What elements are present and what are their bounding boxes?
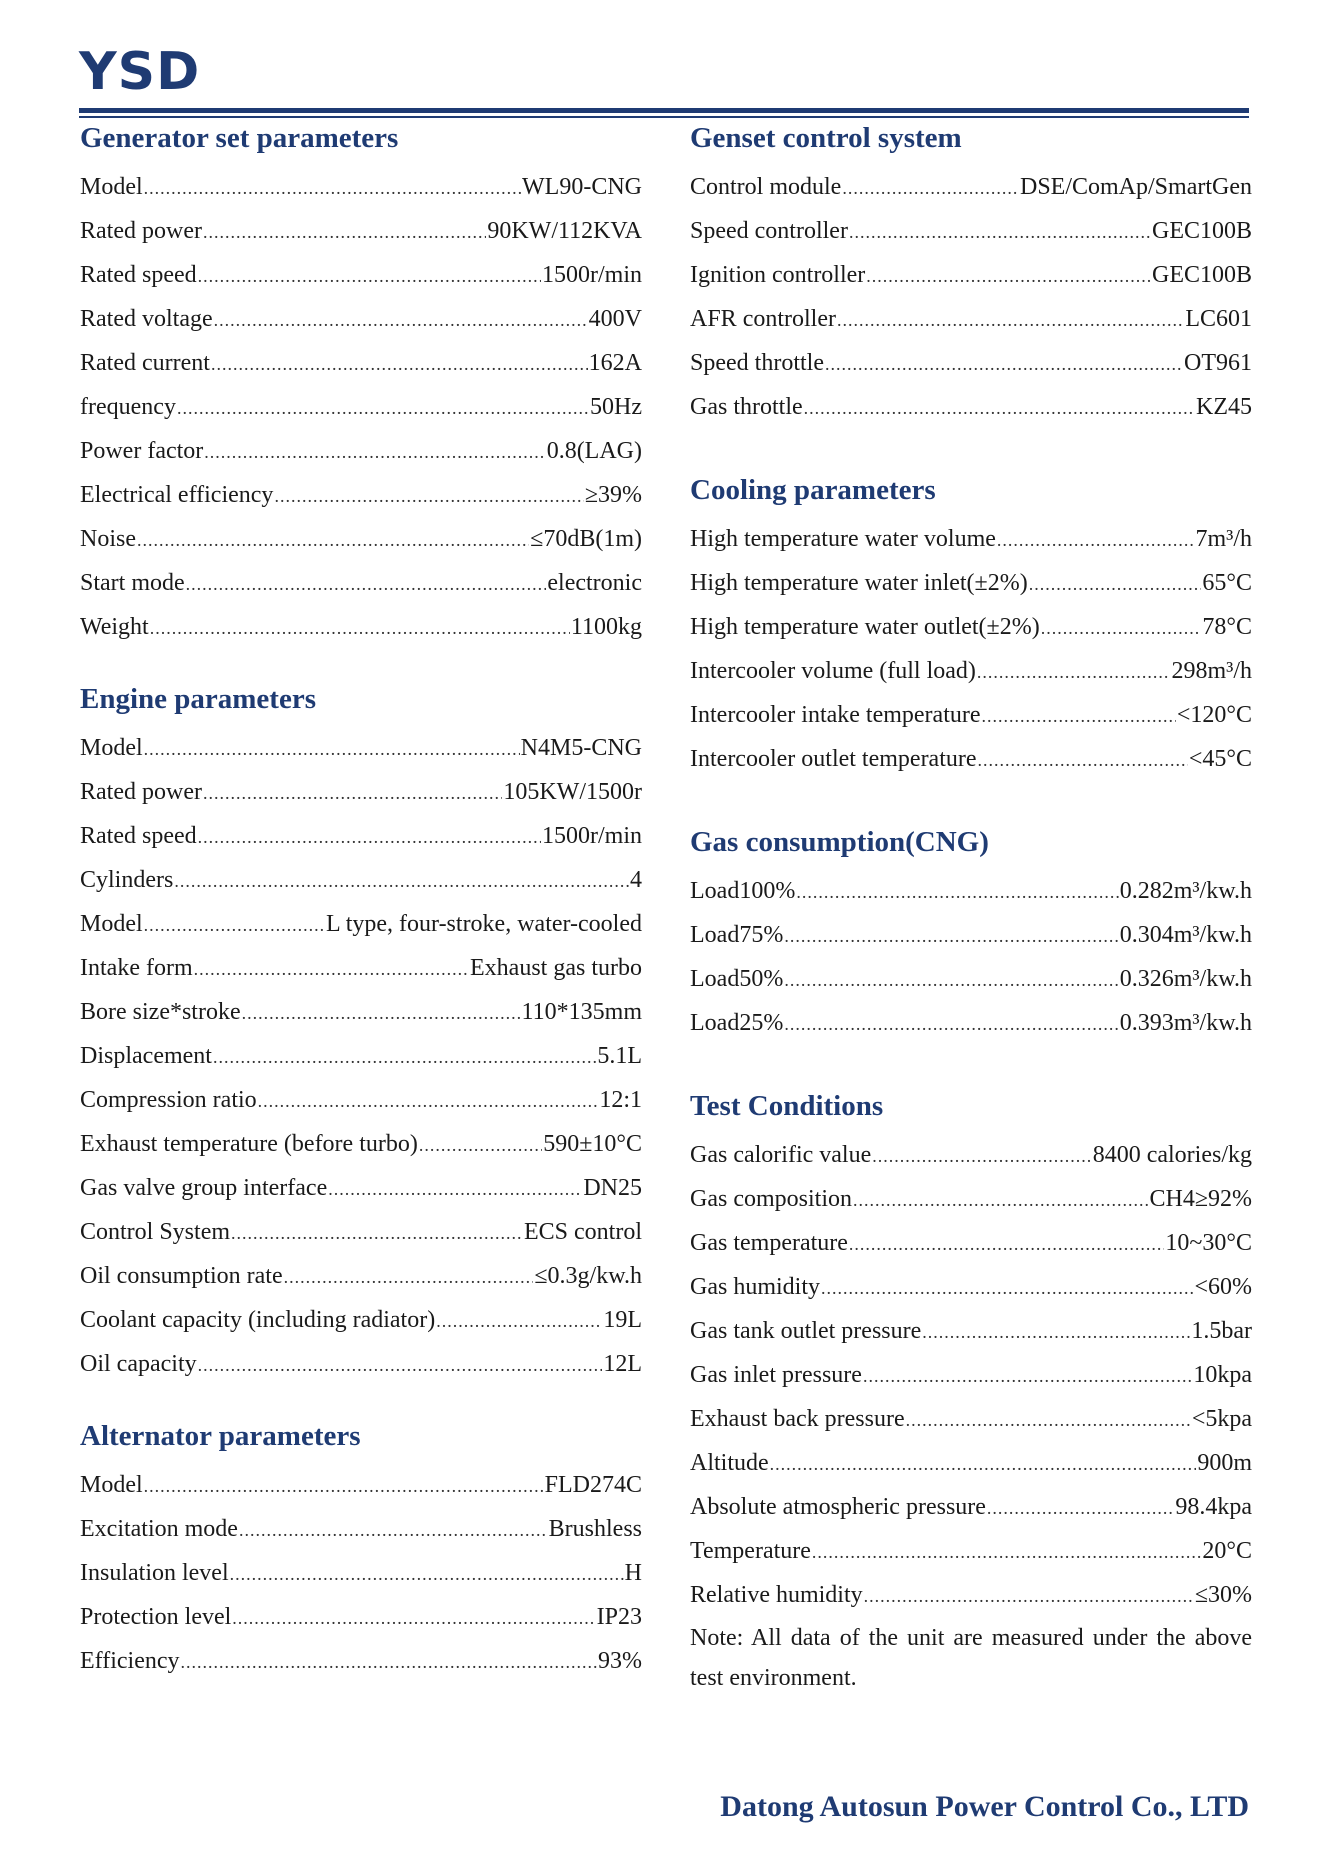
param-row: [80, 1255, 642, 1299]
param-value: <120°C: [1176, 702, 1252, 728]
param-row: [80, 1211, 642, 1255]
param-row: [690, 1002, 1252, 1046]
dot-leader: [150, 607, 570, 650]
param-row: [690, 738, 1252, 782]
param-row: [690, 1266, 1252, 1310]
param-label: Gas composition: [690, 1186, 852, 1212]
param-value: 78°C: [1202, 614, 1252, 640]
param-row: [690, 210, 1252, 254]
param-row: [690, 650, 1252, 694]
param-row: [80, 606, 642, 650]
dot-leader: [977, 651, 1171, 694]
param-label: Temperature: [690, 1538, 811, 1564]
dot-leader: [231, 1212, 523, 1255]
param-label: Ignition controller: [690, 262, 866, 288]
param-row: [690, 1134, 1252, 1178]
param-label: Noise: [80, 526, 136, 552]
param-value: 93%: [598, 1648, 642, 1674]
param-value: 12:1: [599, 1087, 642, 1113]
param-value: 1500r/min: [542, 823, 642, 849]
dot-leader: [784, 959, 1118, 1002]
dot-leader: [211, 343, 588, 386]
dot-leader: [204, 431, 545, 474]
param-row: [80, 1299, 642, 1343]
section-title: Generator set parameters: [80, 122, 399, 154]
param-label: Intercooler intake temperature: [690, 702, 981, 728]
param-label: Bore size*stroke: [80, 999, 241, 1025]
param-row: [80, 166, 642, 210]
test-note: Note: All data of the unit are measured under the above test environment.: [690, 1625, 1252, 1691]
param-row: [80, 859, 642, 903]
dot-leader: [214, 299, 588, 342]
param-value: Brushless: [548, 1516, 642, 1542]
param-label: Speed controller: [690, 218, 848, 244]
param-label: Model: [80, 174, 143, 200]
param-label: Oil capacity: [80, 1351, 197, 1377]
dot-leader: [872, 1135, 1091, 1178]
param-label: Intercooler volume (full load): [690, 658, 976, 684]
dot-leader: [863, 1355, 1192, 1398]
dot-leader: [419, 1124, 542, 1167]
param-label: Rated power: [80, 779, 202, 805]
param-value: 90KW/112KVA: [487, 218, 642, 244]
param-row: [690, 1486, 1252, 1530]
param-row: [80, 1343, 642, 1387]
param-label: Rated speed: [80, 823, 197, 849]
param-value: L type, four-stroke, water-cooled: [325, 911, 642, 937]
dot-leader: [274, 475, 583, 518]
param-value: 65°C: [1202, 570, 1252, 596]
param-value: <60%: [1194, 1274, 1252, 1300]
param-value: 10~30°C: [1165, 1230, 1252, 1256]
section-title: Genset control system: [690, 122, 962, 154]
param-label: Gas inlet pressure: [690, 1362, 862, 1388]
param-row: [80, 1640, 642, 1684]
dot-leader: [864, 1575, 1194, 1618]
param-row: [80, 342, 642, 386]
param-row: [80, 1035, 642, 1079]
param-label: Rated current: [80, 350, 210, 376]
param-row: [80, 815, 642, 859]
dot-leader: [194, 948, 469, 991]
param-label: Insulation level: [80, 1560, 229, 1586]
cooling-section: [690, 472, 1252, 782]
dot-leader: [239, 1509, 548, 1552]
param-label: High temperature water inlet(±2%): [690, 570, 1028, 596]
dot-leader: [837, 299, 1184, 342]
dot-leader: [784, 1003, 1118, 1046]
param-value: CH4≥92%: [1149, 1186, 1252, 1212]
param-label: Weight: [80, 614, 149, 640]
param-label: Protection level: [80, 1604, 232, 1630]
param-value: 162A: [588, 350, 642, 376]
param-label: Gas tank outlet pressure: [690, 1318, 922, 1344]
param-row: [80, 1552, 642, 1596]
param-row: [690, 1530, 1252, 1574]
param-row: [80, 1464, 642, 1508]
param-label: Displacement: [80, 1043, 212, 1069]
param-row: [690, 386, 1252, 430]
header-rule-thick: [79, 108, 1249, 113]
param-row: [80, 518, 642, 562]
dot-leader: [203, 772, 502, 815]
section-title: Test Conditions: [690, 1090, 884, 1122]
param-value: 0.393m³/kw.h: [1119, 1010, 1252, 1036]
param-label: Model: [80, 1472, 143, 1498]
section-title: Alternator parameters: [80, 1420, 361, 1452]
param-label: Intake form: [80, 955, 193, 981]
param-value: 19L: [603, 1307, 642, 1333]
param-row: [80, 1167, 642, 1211]
param-value: 0.304m³/kw.h: [1119, 922, 1252, 948]
alternator-section: [80, 1418, 642, 1684]
param-value: H: [624, 1560, 642, 1586]
param-row: [690, 1310, 1252, 1354]
dot-leader: [284, 1256, 534, 1299]
dot-leader: [144, 904, 325, 947]
param-label: Relative humidity: [690, 1582, 863, 1608]
param-value: GEC100B: [1151, 262, 1252, 288]
param-label: Load100%: [690, 878, 796, 904]
param-value: 8400 calories/kg: [1092, 1142, 1252, 1168]
param-label: Model: [80, 735, 143, 761]
param-list: [690, 166, 1252, 430]
gas-consumption-section: [690, 824, 1252, 1046]
dot-leader: [144, 728, 520, 771]
param-value: 110*135mm: [521, 999, 642, 1025]
param-value: Exhaust gas turbo: [470, 955, 642, 981]
param-row: [80, 474, 642, 518]
dot-leader: [982, 695, 1176, 738]
dot-leader: [137, 519, 529, 562]
dot-leader: [784, 915, 1118, 958]
dot-leader: [796, 871, 1118, 914]
dot-leader: [1041, 607, 1202, 650]
param-label: Gas throttle: [690, 394, 803, 420]
param-label: Speed throttle: [690, 350, 824, 376]
param-value: ≤0.3g/kw.h: [534, 1263, 642, 1289]
param-value: 10kpa: [1193, 1362, 1252, 1388]
param-label: Excitation mode: [80, 1516, 238, 1542]
dot-leader: [258, 1080, 599, 1123]
dot-leader: [849, 1223, 1164, 1266]
param-row: [80, 430, 642, 474]
test-conditions-section: [690, 1088, 1252, 1698]
generator-set-section: [80, 120, 642, 650]
section-title: Cooling parameters: [690, 474, 936, 506]
param-value: 0.8(LAG): [546, 438, 642, 464]
param-label: Model: [80, 911, 143, 937]
param-row: [690, 958, 1252, 1002]
param-value: 4: [630, 867, 642, 893]
dot-leader: [203, 211, 486, 254]
param-value: 12L: [603, 1351, 642, 1377]
right-column: [690, 118, 1252, 1698]
param-row: [80, 903, 642, 947]
company-name: Datong Autosun Power Control Co., LTD: [720, 1790, 1249, 1823]
dot-leader: [849, 211, 1151, 254]
param-row: [690, 166, 1252, 210]
param-label: Load25%: [690, 1010, 784, 1036]
param-value: DN25: [583, 1175, 642, 1201]
param-label: Absolute atmospheric pressure: [690, 1494, 986, 1520]
param-value: FLD274C: [544, 1472, 642, 1498]
dot-leader: [906, 1399, 1191, 1442]
dot-leader: [213, 1036, 596, 1079]
param-value: ≥39%: [584, 482, 642, 508]
param-label: Gas temperature: [690, 1230, 848, 1256]
param-row: [690, 694, 1252, 738]
param-label: Load50%: [690, 966, 784, 992]
param-row: [80, 947, 642, 991]
param-value: LC601: [1185, 306, 1252, 332]
param-value: IP23: [596, 1604, 642, 1630]
param-list: [690, 870, 1252, 1046]
dot-leader: [181, 1641, 597, 1684]
section-title: Engine parameters: [80, 683, 316, 715]
param-label: frequency: [80, 394, 176, 420]
param-label: Altitude: [690, 1450, 769, 1476]
param-label: Rated voltage: [80, 306, 213, 332]
dot-leader: [144, 1465, 544, 1508]
param-label: Efficiency: [80, 1648, 180, 1674]
param-row: [690, 1178, 1252, 1222]
dot-leader: [177, 387, 589, 430]
dot-leader: [821, 1267, 1193, 1310]
param-label: AFR controller: [690, 306, 836, 332]
param-value: OT961: [1184, 350, 1252, 376]
param-label: Start mode: [80, 570, 185, 596]
dot-leader: [198, 255, 541, 298]
param-value: 0.282m³/kw.h: [1119, 878, 1252, 904]
param-row: [80, 727, 642, 771]
dot-leader: [804, 387, 1195, 430]
dot-leader: [770, 1443, 1197, 1486]
param-label: Gas calorific value: [690, 1142, 872, 1168]
param-label: Coolant capacity (including radiator): [80, 1307, 436, 1333]
dot-leader: [978, 739, 1188, 782]
param-label: Gas valve group interface: [80, 1175, 328, 1201]
param-value: 900m: [1197, 1450, 1252, 1476]
param-value: 98.4kpa: [1175, 1494, 1252, 1520]
dot-leader: [812, 1531, 1201, 1574]
param-value: <5kpa: [1191, 1406, 1252, 1432]
param-row: [690, 254, 1252, 298]
param-value: <45°C: [1188, 746, 1252, 772]
param-label: Oil consumption rate: [80, 1263, 283, 1289]
param-value: 0.326m³/kw.h: [1119, 966, 1252, 992]
param-row: [690, 1574, 1252, 1618]
param-value: 105KW/1500r: [503, 779, 642, 805]
param-value: 298m³/h: [1171, 658, 1252, 684]
param-row: [690, 606, 1252, 650]
dot-leader: [825, 343, 1183, 386]
param-row: [690, 298, 1252, 342]
param-label: Rated power: [80, 218, 202, 244]
param-row: [80, 1596, 642, 1640]
dot-leader: [242, 992, 521, 1035]
dot-leader: [436, 1300, 602, 1343]
dot-leader: [853, 1179, 1148, 1222]
dot-leader: [866, 255, 1151, 298]
param-row: [80, 562, 642, 606]
param-label: Exhaust back pressure: [690, 1406, 905, 1432]
param-row: [80, 210, 642, 254]
dot-leader: [328, 1168, 582, 1211]
dot-leader: [232, 1597, 595, 1640]
param-list: [690, 1134, 1252, 1618]
param-value: ≤70dB(1m): [530, 526, 642, 552]
dot-leader: [186, 563, 547, 606]
param-row: [80, 1079, 642, 1123]
param-label: High temperature water outlet(±2%): [690, 614, 1040, 640]
param-value: ≤30%: [1194, 1582, 1252, 1608]
engine-section: [80, 681, 642, 1387]
param-label: Power factor: [80, 438, 204, 464]
dot-leader: [1029, 563, 1202, 606]
param-row: [80, 1508, 642, 1552]
param-row: [690, 342, 1252, 386]
param-value: 1500r/min: [542, 262, 642, 288]
param-list: [80, 1464, 642, 1684]
param-value: 5.1L: [597, 1043, 642, 1069]
param-row: [690, 562, 1252, 606]
param-value: GEC100B: [1151, 218, 1252, 244]
dot-leader: [144, 167, 521, 210]
param-label: Compression ratio: [80, 1087, 257, 1113]
param-label: Intercooler outlet temperature: [690, 746, 977, 772]
dot-leader: [842, 167, 1019, 210]
param-value: 7m³/h: [1195, 526, 1252, 552]
param-list: [690, 518, 1252, 782]
dot-leader: [987, 1487, 1174, 1530]
param-label: Rated speed: [80, 262, 197, 288]
param-label: High temperature water volume: [690, 526, 996, 552]
genset-control-section: [690, 120, 1252, 430]
left-column: [80, 118, 642, 1684]
param-value: 400V: [588, 306, 642, 332]
dot-leader: [198, 816, 541, 859]
param-row: [690, 1442, 1252, 1486]
param-row: [690, 518, 1252, 562]
param-value: 50Hz: [590, 394, 642, 420]
param-value: 1.5bar: [1191, 1318, 1252, 1344]
param-label: Electrical efficiency: [80, 482, 274, 508]
dot-leader: [174, 860, 629, 903]
param-value: KZ45: [1196, 394, 1252, 420]
dot-leader: [922, 1311, 1190, 1354]
ysd-logo: YSD: [79, 42, 201, 102]
param-value: 590±10°C: [543, 1131, 642, 1157]
param-row: [80, 991, 642, 1035]
param-row: [690, 870, 1252, 914]
param-value: N4M5-CNG: [520, 735, 642, 761]
param-label: Gas humidity: [690, 1274, 820, 1300]
param-row: [690, 1354, 1252, 1398]
param-list: [80, 166, 642, 650]
dot-leader: [198, 1344, 603, 1387]
param-label: Load75%: [690, 922, 784, 948]
param-row: [690, 914, 1252, 958]
param-value: electronic: [547, 570, 642, 596]
param-row: [80, 1123, 642, 1167]
param-row: [690, 1398, 1252, 1442]
param-row: [80, 254, 642, 298]
param-row: [80, 386, 642, 430]
param-value: 1100kg: [570, 614, 642, 640]
param-value: ECS control: [524, 1219, 642, 1245]
param-row: [80, 771, 642, 815]
section-title: Gas consumption(CNG): [690, 826, 989, 858]
param-row: [80, 298, 642, 342]
param-value: 20°C: [1202, 1538, 1252, 1564]
param-row: [690, 1222, 1252, 1266]
dot-leader: [997, 519, 1195, 562]
param-label: Cylinders: [80, 867, 174, 893]
param-list: [80, 727, 642, 1387]
dot-leader: [230, 1553, 624, 1596]
param-value: WL90-CNG: [522, 174, 642, 200]
param-label: Control module: [690, 174, 842, 200]
param-label: Control System: [80, 1219, 231, 1245]
param-value: DSE/ComAp/SmartGen: [1020, 174, 1252, 200]
param-label: Exhaust temperature (before turbo): [80, 1131, 418, 1157]
